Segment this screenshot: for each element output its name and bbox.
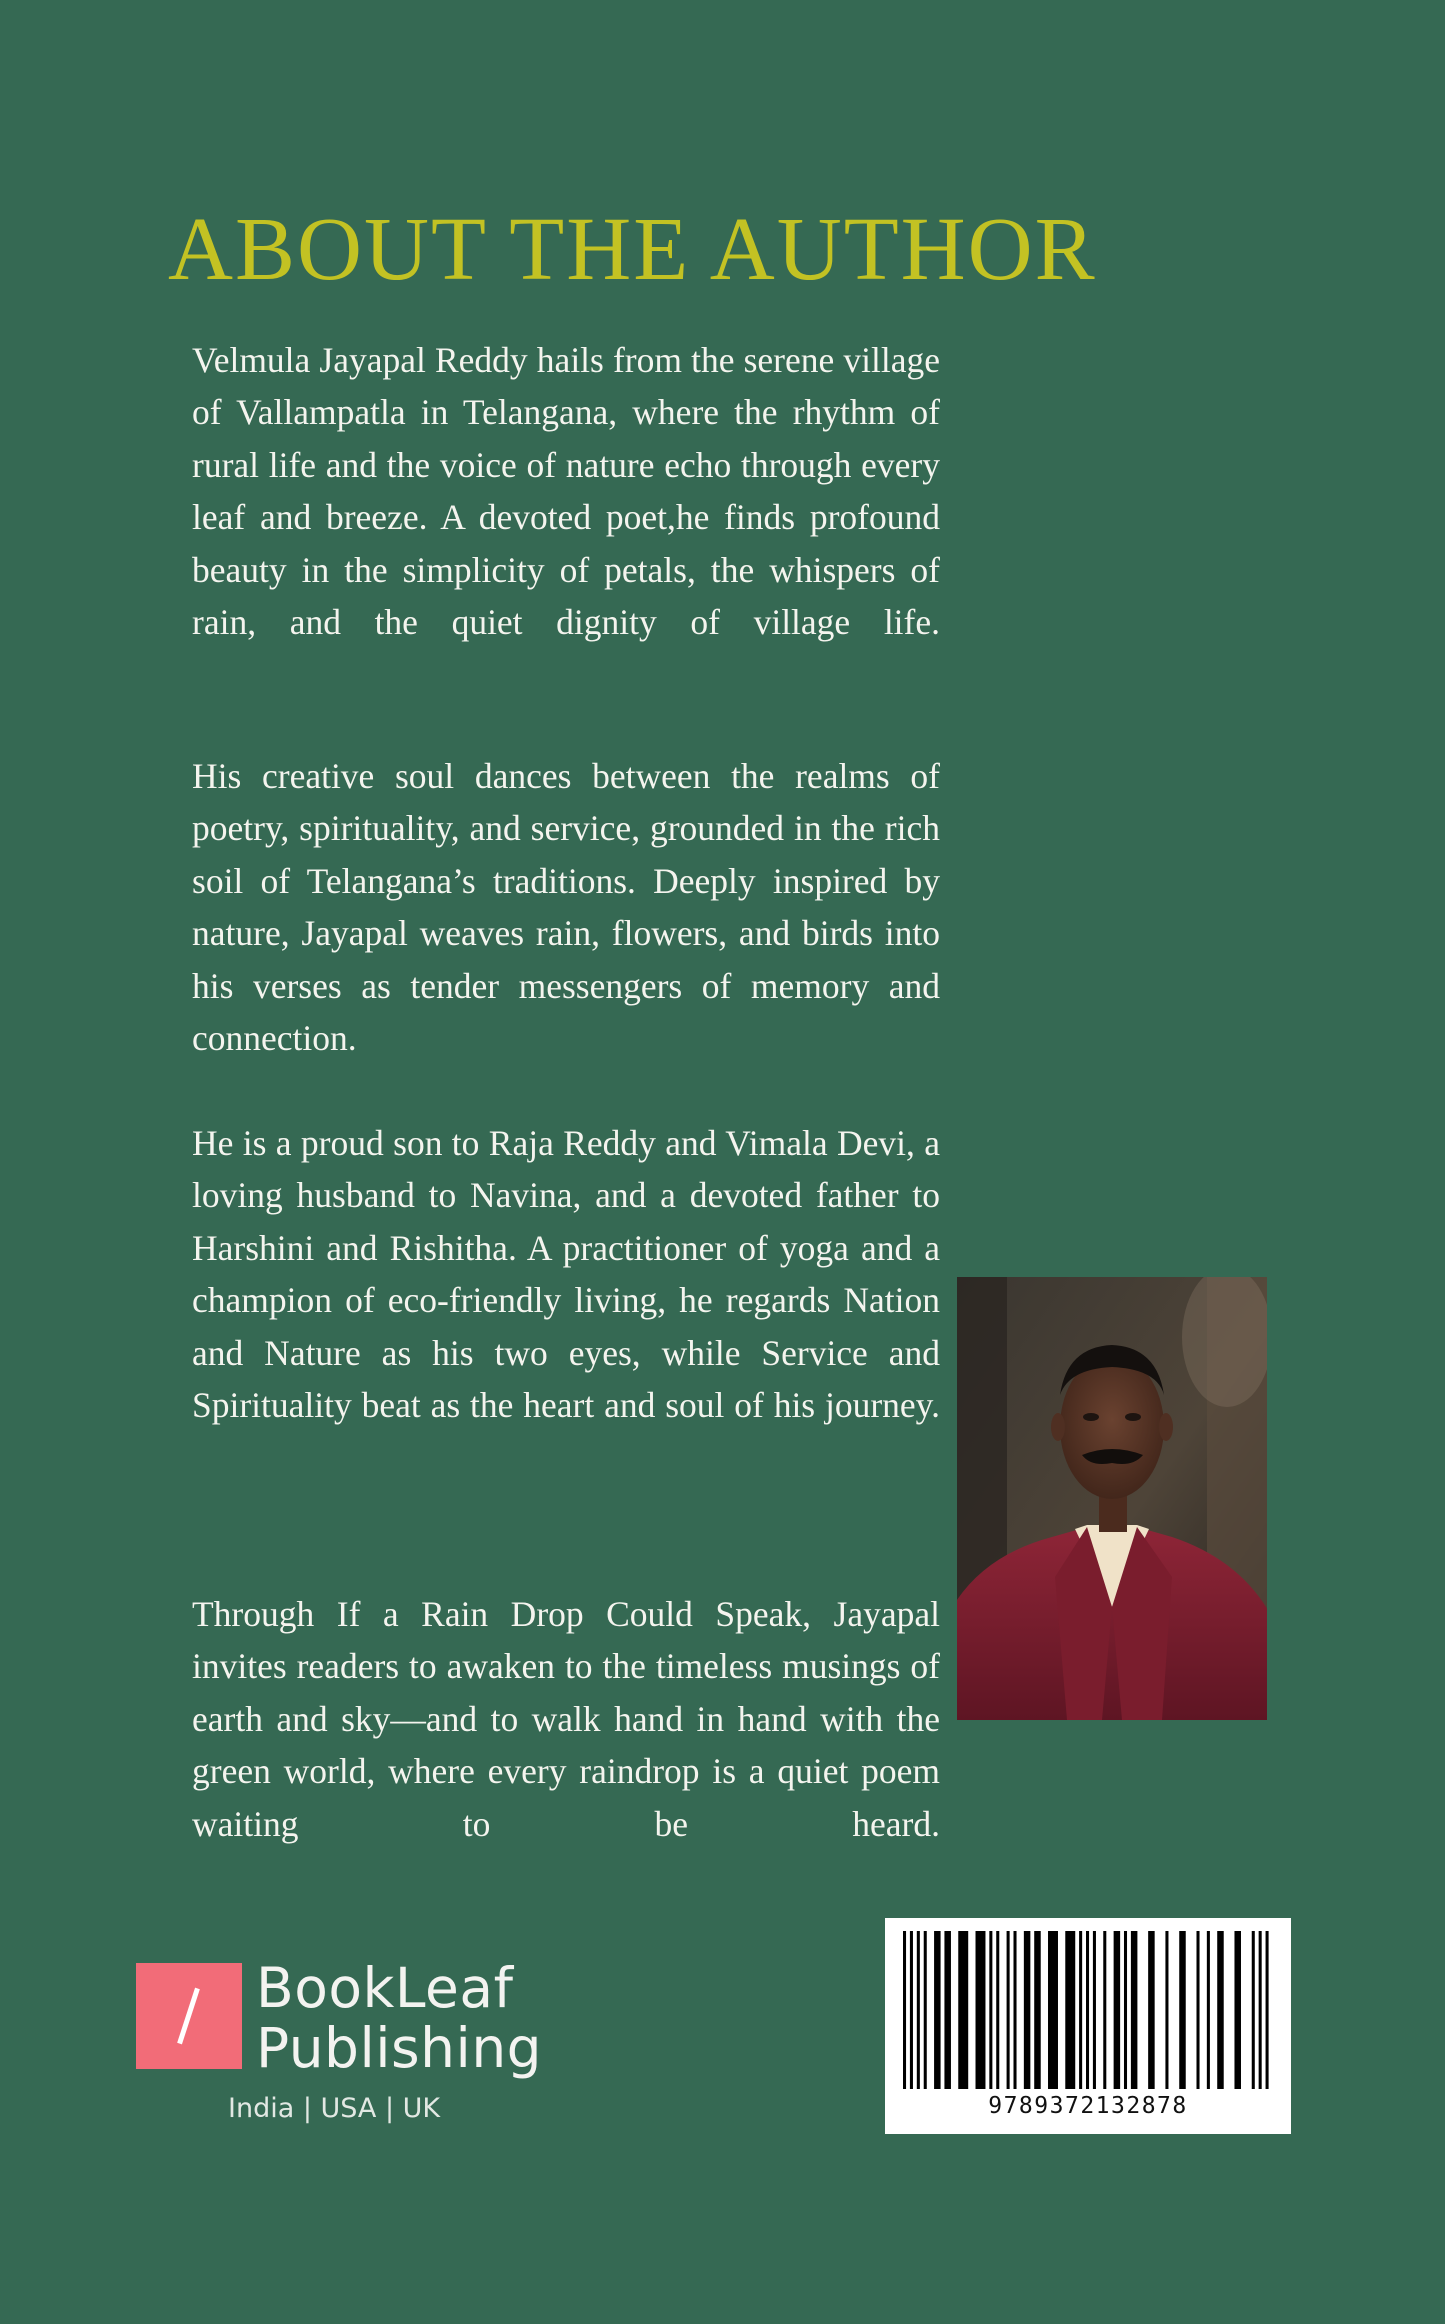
barcode-bar [989,1931,992,2089]
barcode-bar [1131,1931,1138,2089]
barcode-bar [1148,1931,1155,2089]
barcode-bar [1179,1931,1186,2089]
barcode-bar [1207,1931,1210,2089]
barcode-bar [1048,1931,1058,2089]
barcode-bar [944,1931,951,2089]
barcode-bar [1114,1931,1121,2089]
barcode-bar [1217,1931,1224,2089]
author-photo [957,1277,1267,1720]
page-title: ABOUT THE AUTHOR [168,200,1097,299]
bio-paragraph-1: Velmula Jayapal Reddy hails from the serene village of Vallampatla in Telangana, where the rhythm of rural life and the voice of nature echo through every leaf and breeze. A devoted poet,he finds profound beauty in the simplicity of petals, the whispers of rain, and the quiet dignity of village life. [192,340,940,643]
bio-paragraph-4: Through If a Rain Drop Could Speak, Jayapal invites readers to awaken to the timeless musings of earth and sky—and to walk hand in hand with the green world, where every raindrop is a quiet poem waiting to be heard. [192,1594,940,1844]
barcode-bar [1065,1931,1075,2089]
barcode-bar [910,1931,913,2089]
barcode-bar [1007,1931,1010,2089]
barcode-bar [976,1931,986,2089]
barcode-bar [1093,1931,1096,2089]
barcode-bars [903,1931,1273,2089]
publisher-name-line-2: Publishing [256,2016,543,2080]
barcode-bar [924,1931,927,2089]
barcode-bar [1024,1931,1031,2089]
barcode-bar [934,1931,941,2089]
isbn-number: 9789372132878 [988,2093,1188,2119]
barcode-bar [1086,1931,1089,2089]
publisher-name-line-1: BookLeaf [256,1956,514,2020]
barcode-bar [1103,1931,1106,2089]
barcode-bar [1034,1931,1041,2089]
barcode [885,1918,1291,2134]
barcode-bar [1266,1931,1269,2089]
barcode-bar [1165,1931,1168,2089]
barcode-bar [1196,1931,1199,2089]
barcode-bar [917,1931,920,2089]
author-portrait-illustration [957,1277,1267,1720]
publisher-logo [136,1963,242,2069]
barcode-bar [1124,1931,1127,2089]
publisher-regions: India | USA | UK [228,2093,441,2124]
barcode-bar [996,1931,999,2089]
barcode-bar [1234,1931,1241,2089]
barcode-bar [903,1931,906,2089]
barcode-bar [1013,1931,1016,2089]
bio-paragraph-3: He is a proud son to Raja Reddy and Vimala Devi, a loving husband to Navina, and a devoted father to Harshini and Rishitha. A practitioner of yoga and a champion of eco-friendly living, he regards Nation and Nature as his two eyes, while Service and Spirituality beat as the heart and soul of his journey. [192,1123,940,1426]
barcode-bar [958,1931,968,2089]
barcode-bar [1079,1931,1082,2089]
slash-logo-icon [177,1988,200,2045]
bio-paragraph-2: His creative soul dances between the realms of poetry, spirituality, and service, grounded in the rich soil of Telangana’s traditions. Deeply inspired by nature, Jayapal weaves rain, flowers, and birds into his verses as tender messengers of memory and connection. [192,756,940,1059]
barcode-bar [1252,1931,1255,2089]
barcode-bar [1259,1931,1262,2089]
